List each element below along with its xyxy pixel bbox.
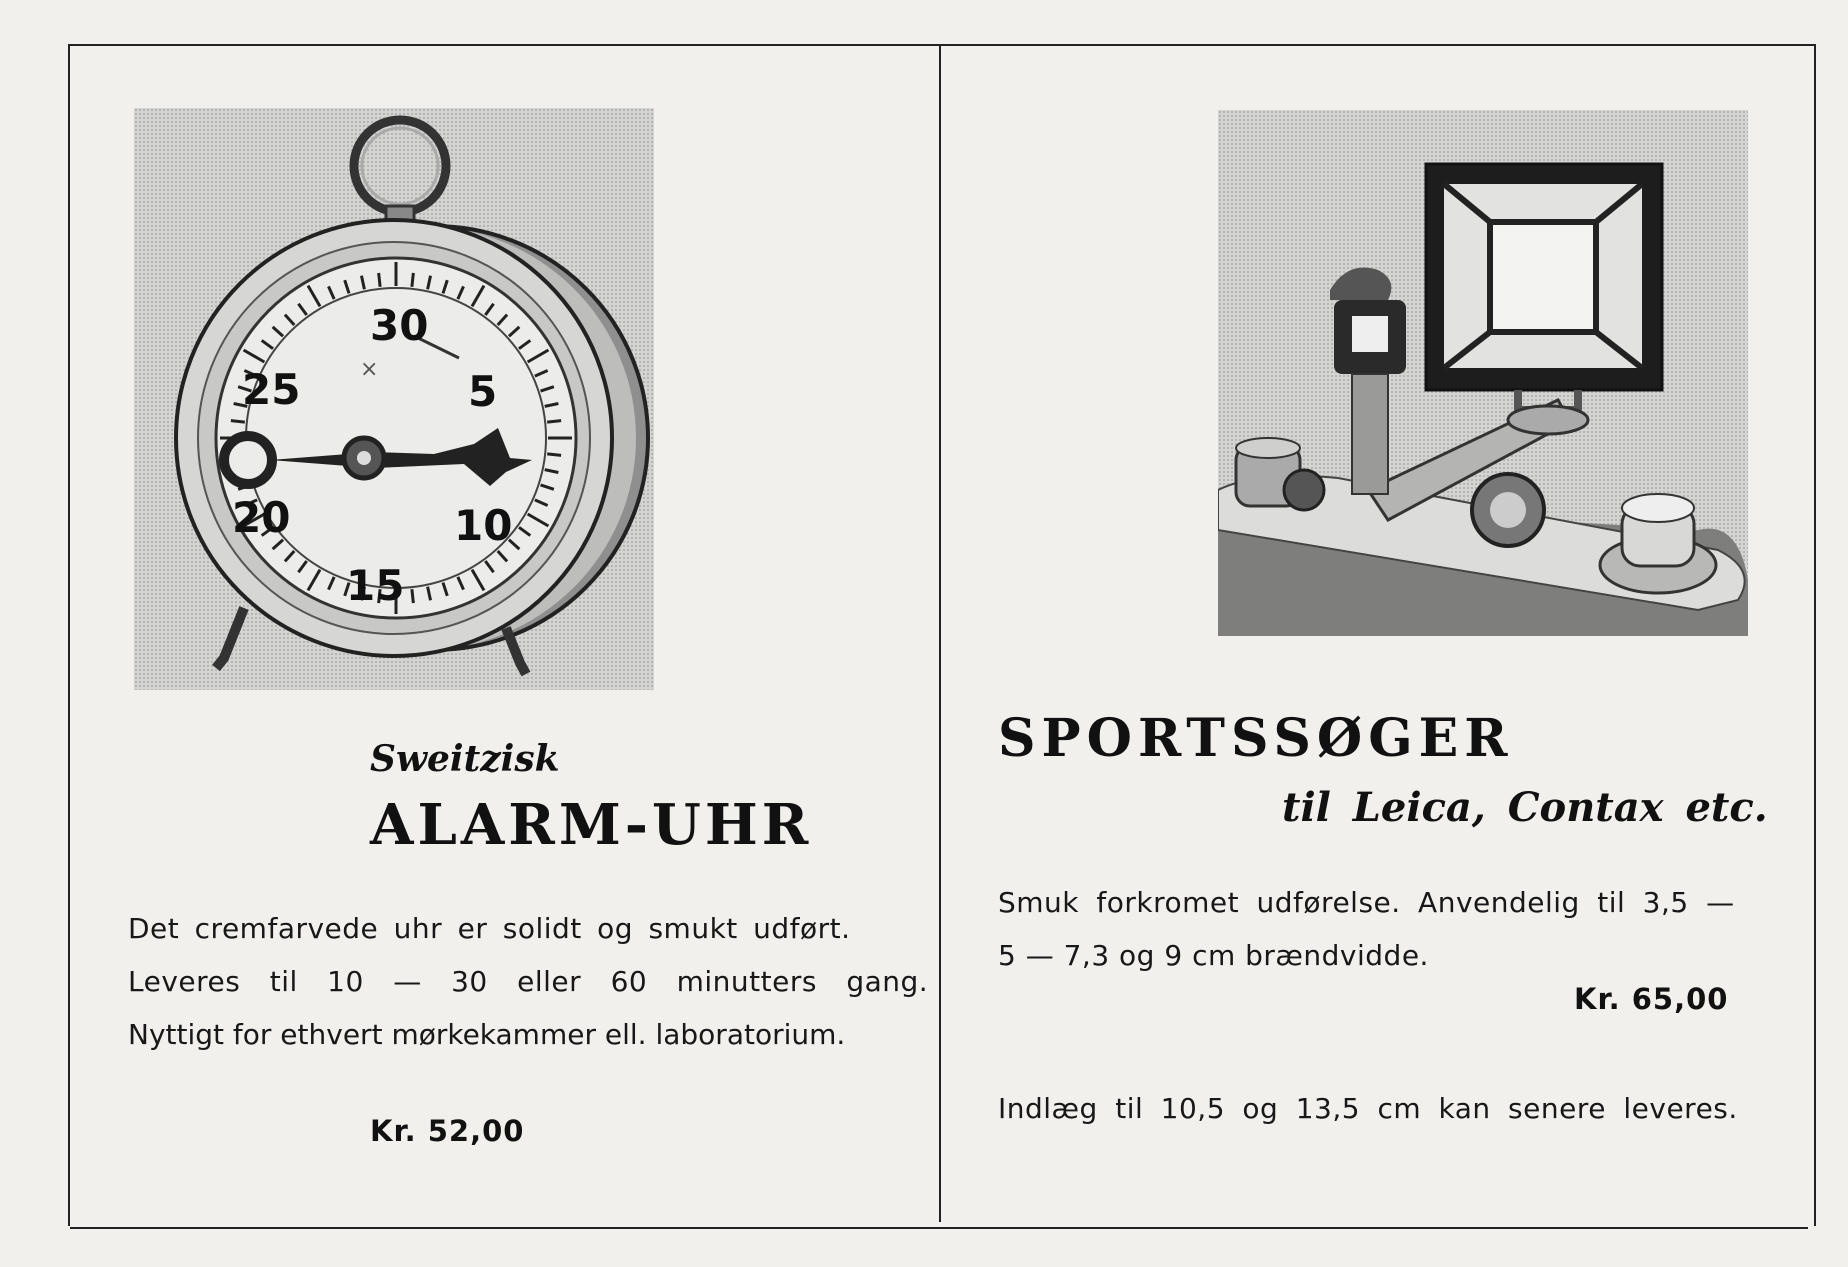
clock-title: ALARM-UHR [370, 792, 813, 858]
clock-tick [412, 273, 413, 287]
clock-tick [547, 421, 561, 422]
clock-number-10: 10 [454, 501, 513, 550]
finder-note: Indlæg til 10,5 og 13,5 cm kan senere leveres. [998, 1092, 1738, 1125]
bottom-rule [70, 1227, 1808, 1229]
clock-tick [412, 589, 413, 603]
finder-description-line-2: 5 — 7,3 og 9 cm brændvidde. [998, 939, 1429, 972]
sports-finder-photo [1218, 110, 1748, 636]
finder-price: Kr. 65,00 [1574, 982, 1729, 1016]
finder-subtitle: til Leica, Contax etc. [1282, 784, 1768, 831]
alarm-clock-photo [134, 108, 654, 690]
column-divider [939, 46, 941, 1222]
finder-description-line-1: Smuk forkromet udførelse. Anvendelig til 3,5 — [998, 886, 1735, 919]
clock-number-25: 25 [242, 365, 301, 414]
clock-tick [379, 273, 380, 287]
clock-description-line-2: Leveres til 10 — 30 eller 60 minutters gang. [128, 965, 929, 998]
clock-tick [231, 421, 245, 422]
clock-number-15: 15 [346, 561, 405, 610]
clock-tick [547, 454, 561, 455]
clock-number-20: 20 [232, 493, 291, 542]
clock-price: Kr. 52,00 [370, 1114, 525, 1148]
finder-title: SPORTSSØGER [998, 708, 1514, 769]
clock-number-30: 30 [370, 301, 429, 350]
svg-text:×: × [360, 357, 379, 382]
clock-kicker: Sweitzisk [370, 738, 560, 780]
clock-description-line-1: Det cremfarvede uhr er solidt og smukt udført. [128, 912, 851, 945]
clock-number-5: 5 [468, 367, 498, 416]
clock-description-line-3: Nyttigt for ethvert mørkekammer ell. laboratorium. [128, 1018, 846, 1051]
